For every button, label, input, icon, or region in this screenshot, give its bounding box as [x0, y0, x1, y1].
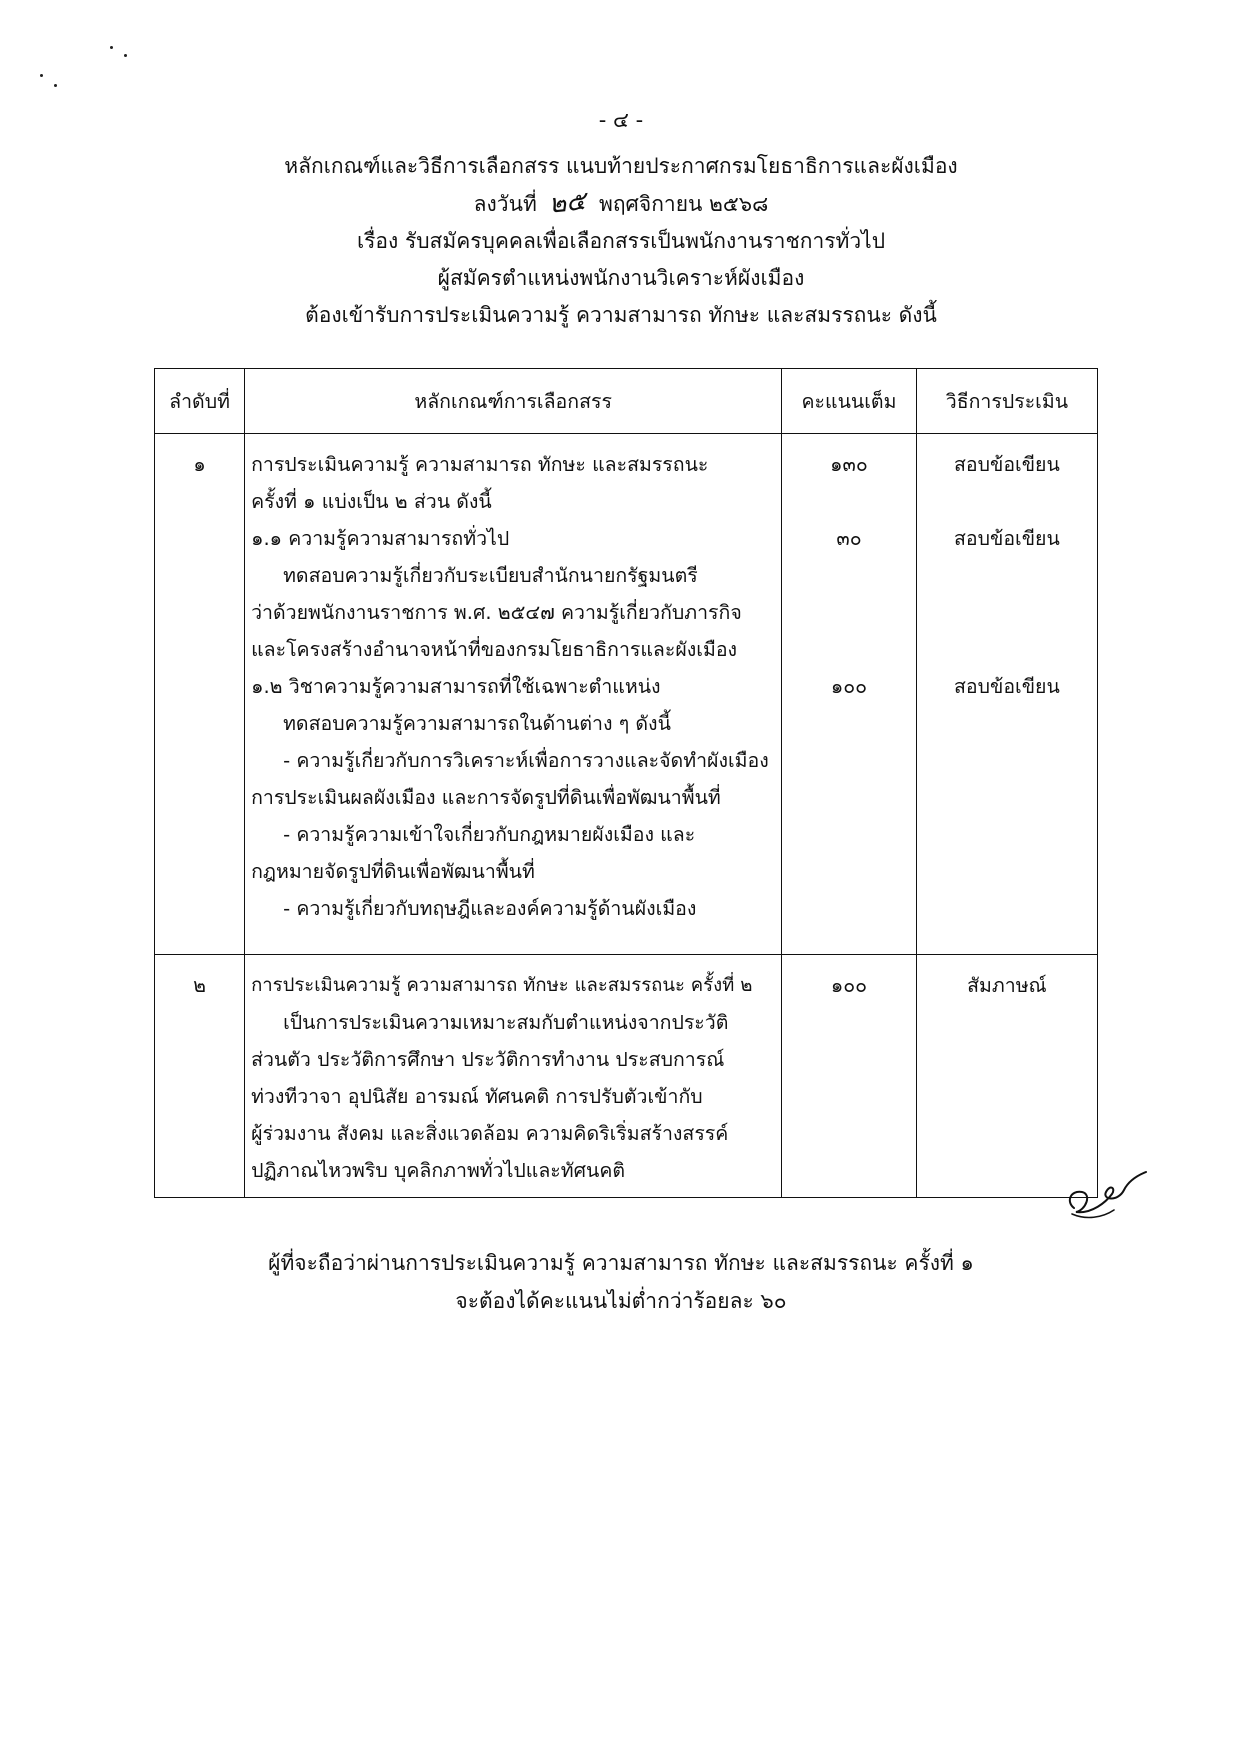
score-value: ๑๐๐ — [830, 974, 868, 997]
handwritten-day: ๒๕ — [547, 186, 588, 220]
table-header-row — [155, 369, 1098, 434]
criteria-line: ทดสอบความรู้เกี่ยวกับระเบียบสำนักนายกรัฐมนตรี — [283, 564, 698, 587]
criteria-line: และโครงสร้างอำนาจหน้าที่ของกรมโยธาธิการและผังเมือง — [251, 638, 738, 661]
row-number-cell — [155, 955, 245, 1198]
criteria-line: เป็นการประเมินความเหมาะสมกับตำแหน่งจากประวัติ — [283, 1011, 729, 1034]
criteria-table — [154, 368, 1098, 1198]
criteria-subheading: ๑.๒ วิชาความรู้ความสามารถที่ใช้เฉพาะตำแหน่ง — [251, 675, 661, 698]
column-header-criteria: หลักเกณฑ์การเลือกสรร — [245, 369, 782, 434]
score-value: ๑๓๐ — [830, 453, 868, 476]
method-value: สัมภาษณ์ — [967, 974, 1047, 997]
page-number: - ๔ - — [598, 108, 644, 132]
footer-line-1: ผู้ที่จะถือว่าผ่านการประเมินความรู้ ความสามารถ ทักษะ และสมรรถนะ ครั้งที่ ๑ — [268, 1251, 974, 1275]
method-value: สอบข้อเขียน — [954, 527, 1060, 550]
criteria-cell — [245, 955, 782, 1198]
criteria-bullet: - ความรู้เกี่ยวกับทฤษฎีและองค์ความรู้ด้านผังเมือง — [283, 897, 697, 920]
criteria-line: ส่วนตัว ประวัติการศึกษา ประวัติการทำงาน ประสบการณ์ — [251, 1048, 725, 1071]
header-requirement: ต้องเข้ารับการประเมินความรู้ ความสามารถ ทักษะ และสมรรถนะ ดังนี้ — [305, 303, 937, 327]
criteria-line: ทดสอบความรู้ความสามารถในด้านต่าง ๆ ดังนี้ — [283, 712, 671, 735]
header-position: ผู้สมัครตำแหน่งพนักงานวิเคราะห์ผังเมือง — [437, 266, 805, 290]
header-title: หลักเกณฑ์และวิธีการเลือกสรร แนบท้ายประกาศกรมโยธาธิการและผังเมือง — [284, 154, 958, 178]
scan-speck — [110, 46, 113, 49]
method-value: สอบข้อเขียน — [954, 453, 1060, 476]
score-value: ๓๐ — [836, 527, 862, 550]
criteria-line: ปฏิภาณไหวพริบ บุคลิกภาพทั่วไปและทัศนคติ — [251, 1159, 626, 1182]
method-value: สอบข้อเขียน — [954, 675, 1060, 698]
criteria-bullet: - ความรู้ความเข้าใจเกี่ยวกับกฎหมายผังเมือง และ — [283, 823, 696, 846]
method-cell — [916, 434, 1097, 955]
column-header-no: ลำดับที่ — [155, 369, 245, 434]
criteria-bullet: - ความรู้เกี่ยวกับการวิเคราะห์เพื่อการวางและจัดทำผังเมือง — [283, 749, 769, 772]
footer-line-2: จะต้องได้คะแนนไม่ต่ำกว่าร้อยละ ๖๐ — [455, 1289, 787, 1313]
criteria-subheading: ๑.๑ ความรู้ความสามารถทั่วไป — [251, 527, 510, 550]
column-header-score: คะแนนเต็ม — [782, 369, 917, 434]
scan-speck — [124, 54, 127, 57]
table-row — [155, 434, 1098, 955]
scan-speck — [40, 74, 43, 77]
criteria-line: ว่าด้วยพนักงานราชการ พ.ศ. ๒๕๔๗ ความรู้เกี่ยวกับภารกิจ — [251, 601, 742, 624]
date-prefix: ลงวันที่ — [473, 192, 537, 216]
criteria-line: ท่วงทีวาจา อุปนิสัย อารมณ์ ทัศนคติ การปรับตัวเข้ากับ — [251, 1085, 703, 1108]
criteria-cell — [245, 434, 782, 955]
row-number: ๒ — [193, 974, 206, 997]
criteria-line: การประเมินความรู้ ความสามารถ ทักษะ และสมรรถนะ ครั้งที่ ๒ — [251, 975, 753, 996]
scan-speck — [54, 84, 57, 87]
criteria-line: ผู้ร่วมงาน สังคม และสิ่งแวดล้อม ความคิดริเริ่มสร้างสรรค์ — [251, 1122, 729, 1145]
document-footer — [0, 1244, 1242, 1320]
score-cell — [782, 434, 917, 955]
row-number: ๑ — [193, 453, 206, 476]
signature-mark — [1062, 1162, 1148, 1222]
header-date — [0, 185, 1242, 223]
column-header-method: วิธีการประเมิน — [916, 369, 1097, 434]
criteria-line: การประเมินผลผังเมือง และการจัดรูปที่ดินเพื่อพัฒนาพื้นที่ — [251, 786, 721, 809]
criteria-line: ครั้งที่ ๑ แบ่งเป็น ๒ ส่วน ดังนี้ — [251, 490, 492, 513]
header-subject: เรื่อง รับสมัครบุคคลเพื่อเลือกสรรเป็นพนักงานราชการทั่วไป — [356, 229, 886, 253]
score-cell — [782, 955, 917, 1198]
document-header — [0, 148, 1242, 334]
table-row — [155, 955, 1098, 1198]
date-month-year: พฤศจิกายน ๒๕๖๘ — [599, 192, 769, 216]
criteria-line: การประเมินความรู้ ความสามารถ ทักษะ และสมรรถนะ — [251, 453, 709, 476]
row-number-cell — [155, 434, 245, 955]
criteria-line: กฎหมายจัดรูปที่ดินเพื่อพัฒนาพื้นที่ — [251, 860, 535, 883]
score-value: ๑๐๐ — [830, 675, 868, 698]
